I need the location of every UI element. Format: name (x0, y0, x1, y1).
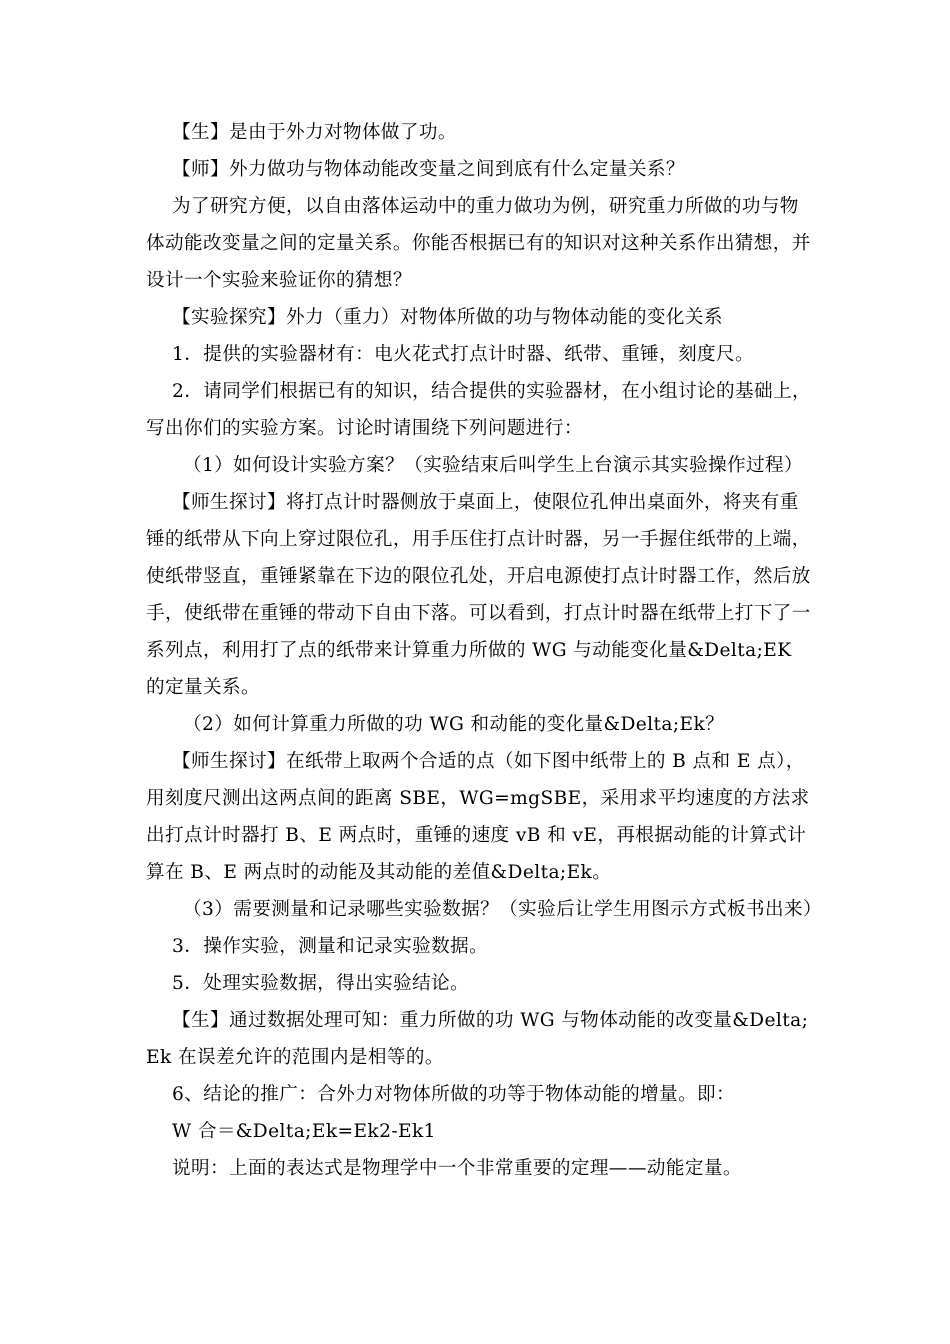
paragraph-student-answer: 【生】是由于外力对物体做了功。 (172, 122, 457, 143)
paragraph-student-conclusion: 【生】通过数据处理可知：重力所做的功 WG 与物体动能的改变量&Delta;Ek 在误差允许的范围内是相等的。 (146, 1010, 809, 1068)
paragraph-question-1: （1）如何设计实验方案？（实验结束后叫学生上台演示其实验操作过程） (183, 455, 804, 476)
paragraph-discussion-2: 【师生探讨】在纸带上取两个合适的点（如下图中纸带上的 B 点和 E 点），用刻度尺测出这两点间的距离 SBE，WG=mgSBE，采用求平均速度的方法求出打点计时器打 B、E 两点时，重锤的速度 vB 和 vE，再根据动能的计算式计算在 B、E 两点时的动能及其动能的差值&Delta;Ek。 (146, 751, 810, 883)
paragraph-step-5: 5．处理实验数据，得出实验结论。 (172, 973, 470, 994)
paragraph-equipment: 1．提供的实验器材有：电火花式打点计时器、纸带、重锤，刻度尺。 (172, 344, 755, 365)
paragraph-explanation: 说明：上面的表达式是物理学中一个非常重要的定理——动能定量。 (172, 1158, 742, 1179)
paragraph-experiment-title: 【实验探究】外力（重力）对物体所做的功与物体动能的变化关系 (172, 307, 723, 328)
paragraph-question-2: （2）如何计算重力所做的功 WG 和动能的变化量&Delta;Ek？ (183, 714, 725, 735)
paragraph-generalization: 6、结论的推广：合外力对物体所做的功等于物体动能的增量。即： (172, 1084, 736, 1105)
paragraph-teacher-question: 【师】外力做功与物体动能改变量之间到底有什么定量关系？ (172, 159, 685, 180)
paragraph-step-3: 3．操作实验，测量和记录实验数据。 (172, 936, 489, 957)
paragraph-plan-instruction: 2．请同学们根据已有的知识，结合提供的实验器材，在小组讨论的基础上，写出你们的实验方案。讨论时请围绕下列问题进行： (146, 381, 812, 439)
paragraph-research-intro: 为了研究方便，以自由落体运动中的重力做功为例，研究重力所做的功与物体动能改变量之间的定量关系。你能否根据已有的知识对这种关系作出猜想，并设计一个实验来验证你的猜想？ (146, 196, 811, 291)
paragraph-question-3: （3）需要测量和记录哪些实验数据？（实验后让学生用图示方式板书出来） (183, 899, 823, 920)
paragraph-discussion-1: 【师生探讨】将打点计时器侧放于桌面上，使限位孔伸出桌面外，将夹有重锤的纸带从下向上穿过限位孔，用手压住打点计时器，另一手握住纸带的上端，使纸带竖直，重锤紧靠在下边的限位孔处，开启电源使打点计时器工作，然后放手，使纸带在重锤的带动下自由下落。可以看到，打点计时器在纸带上打下了一系列点，利用打了点的纸带来计算重力所做的 WG 与动能变化量&Delta;EK 的定量关系。 (146, 492, 811, 698)
formula-kinetic-energy-theorem: W 合＝&Delta;Ek=Ek2-Ek1 (172, 1121, 436, 1142)
